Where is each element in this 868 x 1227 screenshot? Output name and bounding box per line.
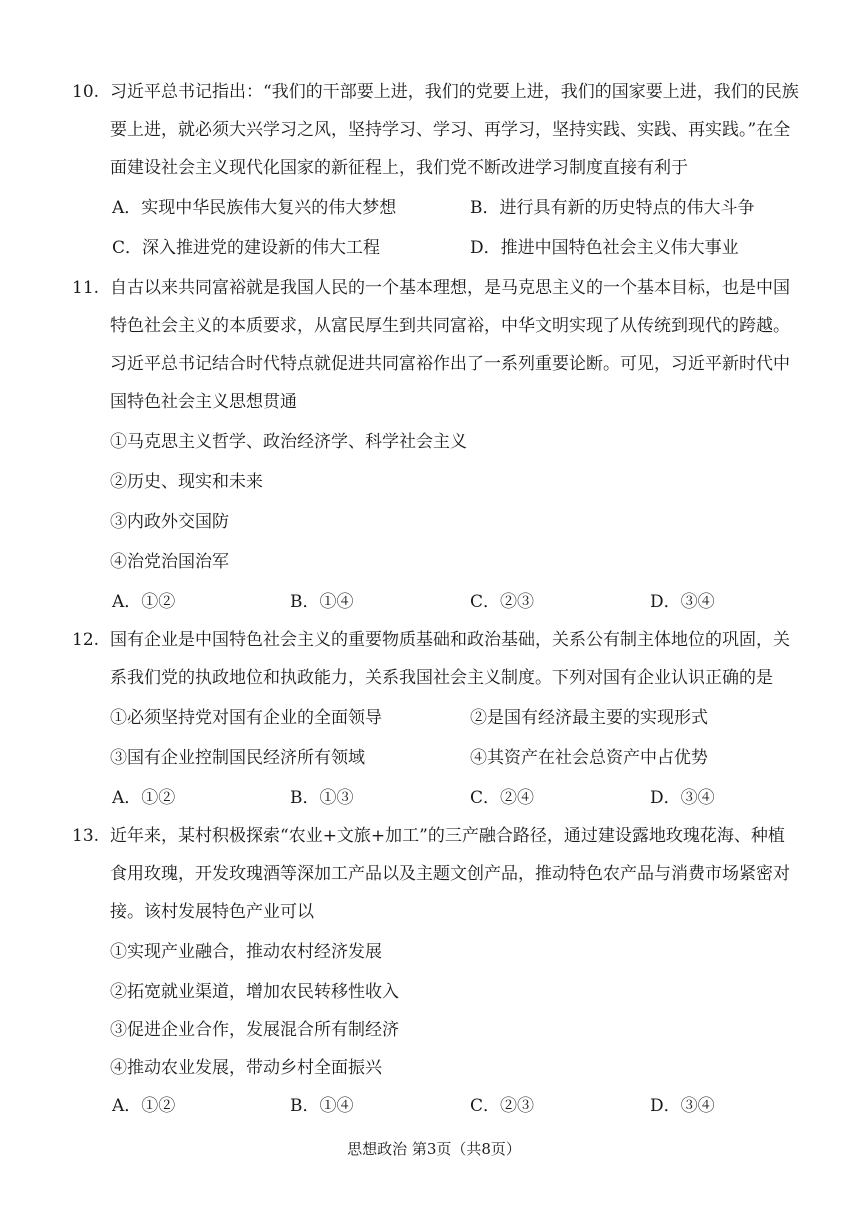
option-d: D．③④ bbox=[650, 1096, 715, 1116]
statement-item: ④其资产在社会总资产中占优势 bbox=[470, 748, 708, 768]
option-d: D．③④ bbox=[650, 592, 715, 612]
statement-item: ①实现产业融合，推动农村经济发展 bbox=[110, 942, 382, 962]
statement-item: ②拓宽就业渠道，增加农民转移性收入 bbox=[110, 982, 399, 1002]
question-text-line: 习近平总书记指出：“我们的干部要上进，我们的党要上进，我们的国家要上进，我们的民族 bbox=[110, 82, 799, 102]
question-text-line: 要上进，就必须大兴学习之风，坚持学习、学习、再学习，坚持实践、实践、再实践。”在全 bbox=[110, 120, 791, 140]
question-number: 13. bbox=[72, 826, 100, 846]
question-text-line: 系我们党的执政地位和执政能力，关系我国社会主义制度。下列对国有企业认识正确的是 bbox=[110, 668, 773, 688]
option-a: A．实现中华民族伟大复兴的伟大梦想 bbox=[112, 198, 397, 218]
statement-item: ②是国有经济最主要的实现形式 bbox=[470, 708, 708, 728]
question-number: 12. bbox=[72, 630, 100, 650]
option-b: B．①③ bbox=[290, 788, 354, 808]
option-b: B．①④ bbox=[290, 592, 354, 612]
option-a: A．①② bbox=[112, 788, 176, 808]
question-text-line: 自古以来共同富裕就是我国人民的一个基本理想，是马克思主义的一个基本目标，也是中国 bbox=[110, 278, 790, 298]
question-text-line: 特色社会主义的本质要求，从富民厚生到共同富裕，中华文明实现了从传统到现代的跨越。 bbox=[110, 316, 790, 336]
option-d: D．推进中国特色社会主义伟大事业 bbox=[470, 238, 739, 258]
statement-item: ③内政外交国防 bbox=[110, 512, 229, 532]
option-a: A．①② bbox=[112, 1096, 176, 1116]
statement-item: ④治党治国治军 bbox=[110, 552, 229, 572]
question-number: 10. bbox=[72, 82, 100, 102]
statement-item: ②历史、现实和未来 bbox=[110, 472, 263, 492]
statement-item: ③国有企业控制国民经济所有领域 bbox=[110, 748, 365, 768]
question-text-line: 国特色社会主义思想贯通 bbox=[110, 392, 297, 412]
option-c: C．深入推进党的建设新的伟大工程 bbox=[112, 238, 381, 258]
statement-item: ③促进企业合作，发展混合所有制经济 bbox=[110, 1020, 399, 1040]
option-b: B．进行具有新的历史特点的伟大斗争 bbox=[470, 198, 755, 218]
page-footer: 思想政治 第3页（共8页） bbox=[347, 1140, 521, 1158]
question-number: 11. bbox=[72, 278, 100, 298]
question-text-line: 习近平总书记结合时代特点就促进共同富裕作出了一系列重要论断。可见，习近平新时代中 bbox=[110, 354, 790, 374]
question-text-line: 食用玫瑰，开发玫瑰酒等深加工产品以及主题文创产品，推动特色农产品与消费市场紧密对 bbox=[110, 864, 790, 884]
option-c: C．②③ bbox=[470, 592, 535, 612]
option-a: A．①② bbox=[112, 592, 176, 612]
question-text-line: 接。该村发展特色产业可以 bbox=[110, 902, 314, 922]
statement-item: ①马克思主义哲学、政治经济学、科学社会主义 bbox=[110, 432, 467, 452]
option-d: D．③④ bbox=[650, 788, 715, 808]
option-c: C．②③ bbox=[470, 1096, 535, 1116]
question-text-line: 国有企业是中国特色社会主义的重要物质基础和政治基础，关系公有制主体地位的巩固，关 bbox=[110, 630, 790, 650]
question-text-line: 面建设社会主义现代化国家的新征程上，我们党不断改进学习制度直接有利于 bbox=[110, 158, 688, 178]
option-b: B．①④ bbox=[290, 1096, 354, 1116]
question-text-line: 近年来，某村积极探索“农业+文旅+加工”的三产融合路径，通过建设露地玫瑰花海、种植 bbox=[110, 826, 785, 846]
statement-item: ④推动农业发展，带动乡村全面振兴 bbox=[110, 1058, 382, 1078]
option-c: C．②④ bbox=[470, 788, 535, 808]
statement-item: ①必须坚持党对国有企业的全面领导 bbox=[110, 708, 382, 728]
